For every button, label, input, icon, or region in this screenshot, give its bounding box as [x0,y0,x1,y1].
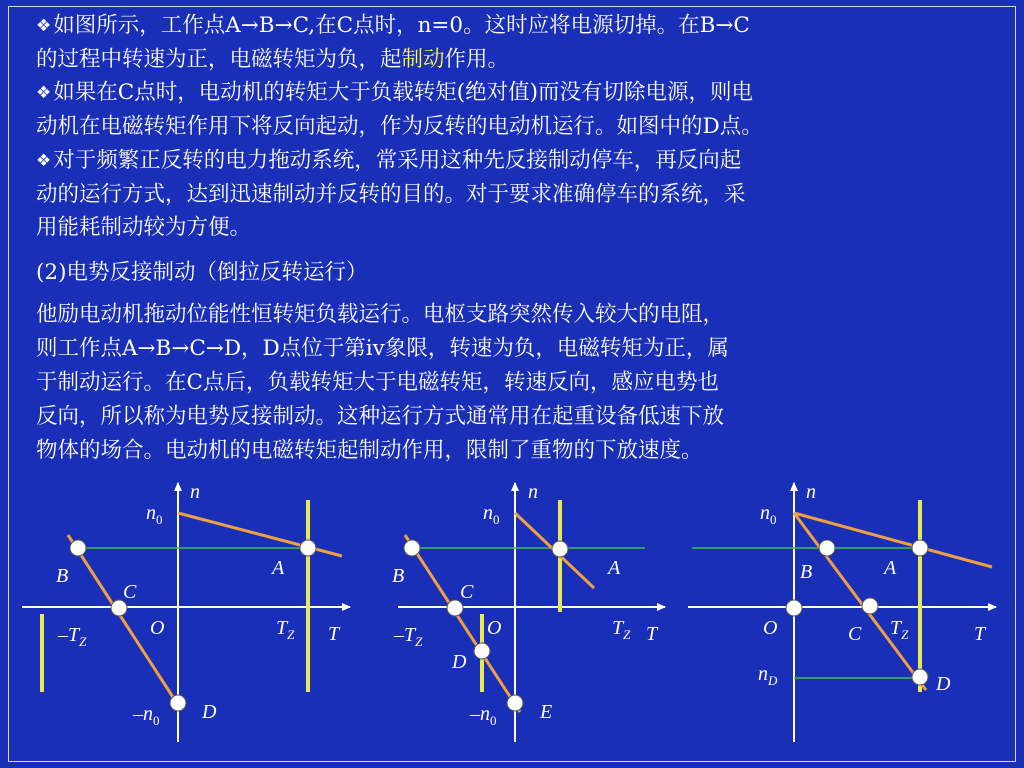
point-a-label: A [608,557,621,579]
point-b [819,540,835,556]
resistance-characteristic [794,513,926,690]
point-d-label: D [202,701,217,723]
point-a [552,541,568,557]
point-a [912,540,928,556]
point-a-label: A [272,557,285,579]
bullet-text: 作用。 [444,47,510,72]
paragraph-line: 则工作点A→B→C→D，D点位于第iv象限，转速为负，电磁转矩为正，属 [36,336,729,361]
point-b [70,540,86,556]
point-c [862,598,878,614]
diagram-3 [688,481,996,742]
paragraph-line: 他励电动机拖动位能性恒转矩负载运行。电枢支路突然传入较大的电阻， [36,302,725,327]
n0-label: $n_0$ [483,502,500,527]
bullet-text: 的过程中转速为正，电磁转矩为负，起 [36,47,402,72]
paragraph-line: 反向，所以称为电势反接制动。这种运行方式通常用在起重设备低速下放 [36,404,725,429]
point-d [170,695,186,711]
point-e-label: E [540,701,553,723]
diagram-2 [392,481,665,742]
axis-n-label: n [528,481,538,503]
n0-label: $n_0$ [760,502,777,527]
section-heading: (2)电势反接制动（倒拉反转运行） [36,260,368,285]
diagram-1 [22,481,350,742]
n0-label: $n_0$ [146,502,163,527]
axis-t-label: T [646,623,658,645]
bullet-text: 对于频繁正反转的电力拖动系统，常采用这种先反接制动停车，再反向起 [53,148,742,173]
reverse-characteristic [405,535,520,712]
point-d-label: D [452,651,467,673]
point-a-label: A [884,557,897,579]
point-c-label: C [460,581,474,603]
bullet-diamond-icon: ❖ [36,151,52,171]
origin-label: O [763,617,778,639]
bullet-text: 动的运行方式，达到迅速制动并反转的目的。对于要求准确停车的系统，采 [36,182,746,207]
bullet-text: 用能耗制动较为方便。 [36,215,252,240]
bullet-diamond-icon: ❖ [36,83,52,103]
origin-label: O [487,617,502,639]
neg-n0-label: $-n_0$ [133,703,160,728]
point-d-label: D [936,673,951,695]
point-o [786,600,802,616]
point-a [300,540,316,556]
bullet-diamond-icon: ❖ [36,16,52,36]
point-b-label: B [800,561,813,583]
point-b [404,540,420,556]
bullet-text: 如图所示，工作点A→B→C,在C点时，n=0。这时应将电源切掉。在B→C [53,13,750,38]
bullet-text: 如果在C点时，电动机的转矩大于负载转矩(绝对值)而没有切除电源，则电 [53,80,753,105]
tz-label: $T_Z$ [276,617,295,642]
point-d [912,669,928,685]
point-c-label: C [123,581,137,603]
point-b-label: B [392,565,405,587]
natural-characteristic [178,513,342,556]
point-d [474,643,490,659]
bullet-text: 动机在电磁转矩作用下将反向起动，作为反转的电动机运行。如图中的D点。 [36,114,763,139]
neg-n0-label: $-n_0$ [470,703,497,728]
point-c-label: C [848,623,862,645]
axis-t-label: T [974,623,986,645]
paragraph-line: 于制动运行。在C点后，负载转矩大于电磁转矩，转速反向，感应电势也 [36,370,719,395]
point-b-label: B [56,565,69,587]
tz-label: $T_Z$ [890,617,909,642]
nd-label: $n_D$ [758,663,778,688]
axis-n-label: n [190,481,200,503]
point-e [507,695,523,711]
axis-t-label: T [328,623,340,645]
tz-label: $T_Z$ [612,617,631,642]
paragraph-line: 物体的场合。电动机的电磁转矩起制动作用，限制了重物的下放速度。 [36,438,703,463]
neg-tz-label: $-T_Z$ [394,624,423,649]
axis-n-label: n [806,481,816,503]
neg-tz-label: $-T_Z$ [58,624,87,649]
origin-label: O [150,617,165,639]
highlighted-term: 制动 [401,47,445,72]
